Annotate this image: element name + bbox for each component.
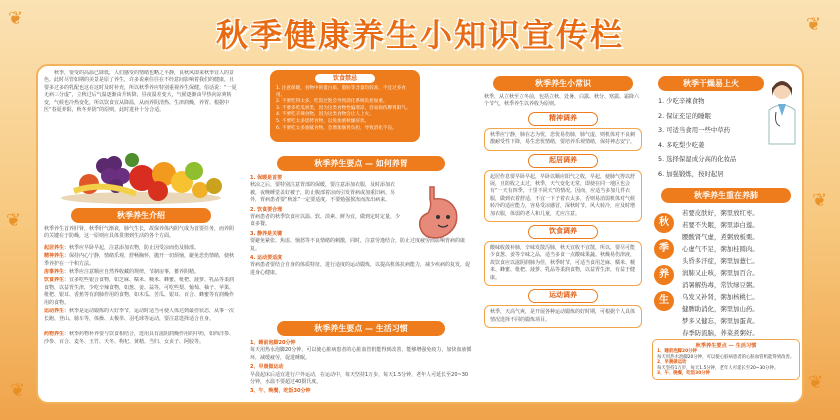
diet-row: 4. 不要吃辛辣食物，因为这类食物会让人上火。 bbox=[276, 112, 374, 118]
maple-leaf-icon: ❦ bbox=[812, 190, 828, 211]
content-board bbox=[36, 64, 804, 404]
list-item: 起居养生：秋季应早卧早起，注意添加衣物，防止因受凉而伤及肺部。 bbox=[44, 244, 200, 251]
dry-fire-header: 秋季干燥易上火 bbox=[658, 76, 764, 91]
diet-row: 1. 注意保暖，食物中的蛋白质、脂肪等含量均较高，不宜过多食用。 bbox=[276, 86, 406, 98]
list-item: 2. 饮食要合理 胃病患者的秋季饮食应以温、软、淡素、鲜为宜，做到定时定量，少食多餐。 bbox=[250, 206, 401, 228]
list-item: 2、早晨做运动 早晨起床后适宜进行户外运动，在运动中，每天坚持1万步，每天1.5分钟，老年人可延长至20~30分钟，水温不要超过40摄氏度。 bbox=[250, 364, 469, 386]
vertical-label bbox=[654, 213, 676, 311]
list-item: 1. 保暖是首要 秋凉之后，要特别注意胃部的保暖，要注意添加衣服，及时添加衣被，夜晚睡觉盖好被子，防止腹部着凉而引发胃病或加重旧病。另外，胃病患者要“秋冻”一定要适度，不要勉强挨冻而冻出病来。 bbox=[250, 175, 396, 204]
poem-line: 梦多又健忘，粥里加蛋黄。 bbox=[682, 317, 759, 325]
list-item: 2. 保证充足的睡眠 bbox=[658, 111, 711, 120]
common-sense-intro: 秋季，从立秋至立冬前，包括立秋、处暑、白露、秋分、寒露、霜降六个节气，秋季养生以养收为原则。 bbox=[484, 94, 640, 108]
poem-line: 乌发又补肾，粥加核桃仁。 bbox=[682, 293, 759, 301]
list-item: 1. 少吃辛辣食物 bbox=[658, 97, 705, 105]
list-item: 3. 静养是关键 要避免紧张、焦虑、恼怒等不良情绪的刺激，同时，注意劳逸结合，防止过度疲劳而影响胃病的康复。 bbox=[250, 230, 466, 252]
intro-body: 秋季养生首养肝肾，秋季肝气渐衰，肺气生长，故保养体内阴气成为首要任务，而养阴的关键在于防燥，这一原则应具体贯彻到生活的各个方面。 bbox=[44, 226, 235, 240]
poem-line: 健脾助消化，粥里加山药。 bbox=[682, 305, 759, 313]
doctor-icon bbox=[764, 76, 800, 146]
list-item: 6. 加强锻炼，按时起居 bbox=[658, 169, 724, 178]
poem-line: 若要不失眠，粥里添白莲。 bbox=[682, 221, 759, 229]
stomach-points bbox=[250, 175, 472, 293]
diet-taboo-box bbox=[270, 70, 420, 142]
diet-row: 2. 不要吃得太多，吃饭过饱会导致消化系统负担加重。 bbox=[276, 99, 388, 105]
poem bbox=[682, 207, 800, 339]
maple-leaf-icon: ❦ bbox=[8, 8, 24, 29]
maple-leaf-icon: ❦ bbox=[10, 380, 26, 401]
list-item: 4. 运动要适度 胃病患者要结合自身的体质特征，进行适度的运动锻炼，以提高机体抗病能力，减少疾病的复发，促进身心健康。 bbox=[250, 255, 471, 276]
list-item: 房事养生：秋季应注意顺应自然界收藏的规律，节制房事，蓄养阴精。 bbox=[44, 269, 200, 276]
box-exercise: 秋季，天高气爽，是开展各种运动锻炼的好时期，可根据个人具体情况选择不同的锻炼项目。 bbox=[484, 305, 642, 328]
fruit-basket-icon bbox=[44, 136, 238, 206]
mini-item: 每天用热水泡脚20分钟，可以使心脏病患者的心脏血管机能得到改善。 bbox=[657, 354, 795, 360]
column-lung bbox=[652, 70, 800, 380]
box-daily: 起居作息要早卧早起，早卧以顺应阳气之收，早起，使肺气得以舒展，且防收之太过，秋季，天气变化无常，即使在同一地区也会有“一天有四季，十里不同天”的情况。因而，应适当多加几件衣服，做到衣着舒适，不宜一下子着衣太多，否则易消弱机体对气候转冷的适应能力，容易受凉感冒，深秋时节，风大转冷，应及时增加衣服，体弱的老人和儿童，尤应注意。 bbox=[484, 170, 642, 222]
poem-line: 润肺又止咳，粥里加百合。 bbox=[682, 269, 759, 277]
list-item: 4. 多吃梨少吃姜 bbox=[658, 140, 705, 149]
habits-header: 秋季养生要点 — 生活习惯 bbox=[277, 321, 445, 336]
box-diet: 酸味收敛补肺，辛味发散泻肺，秋天宜收不宜散，所以，要尽可能少食葱、姜等辛味之品，适当多食一点酸味果蔬。秋燥易伤津液，故饮食应以滋阴润肺为佳，秋季时节，可适当食用芝麻、糯米、粳米、蜂蜜、枇杷、菠萝、乳品等柔润食物，以益胃生津，有益于健康。 bbox=[484, 241, 642, 286]
page-title: 秋季健康养生小知识宣传栏 bbox=[215, 16, 624, 54]
column-stomach bbox=[250, 70, 472, 396]
dry-fire-section bbox=[652, 94, 800, 184]
column-common-sense bbox=[484, 70, 642, 328]
list-item: 3. 可适当食用一些中草药 bbox=[658, 126, 731, 134]
list-item: 1、睡前泡脚20分钟 每天用热水泡脚20分钟，可以使心脏病患者的心脏血管机能得到改善，能够增强免疫力，加快血液循环，减缓疲劳，促进睡眠。 bbox=[250, 340, 472, 361]
vertical-char: 养 bbox=[654, 265, 674, 285]
stomach-header: 秋季养生要点 — 如何养胃 bbox=[277, 156, 445, 171]
box-title-spirit: 精神调养 bbox=[528, 112, 598, 126]
intro-paragraph: 秋季，要受的高温已降低，人们感受的情绪也略之平静，良秋风即来秋季宜人的景色。此时尽管如期的美景是原了养生，许多说素住往在不经意间影响着我们的健康，且要多过多的乳配也这在这时及时补充，所以秋季养应特别重视养生保健。俗话说：“一夏无病三分虚”，立秋过后气温逐渐由升转降，昼夜温差变大，气候逐渐由早热向凉爽转变，气候也冷热变化，所以饮食宜从降温，从而养阴清热、生津润燥，养胃。根据中医“春夏养阳，秋冬养阴”的原则，此时进补十分合适。 bbox=[44, 70, 237, 114]
poem-line: 腰酸肾气虚，煮粥放板栗。 bbox=[682, 233, 759, 241]
vertical-char: 季 bbox=[654, 239, 674, 259]
mini-item: 1、睡前泡脚20分钟 bbox=[657, 349, 697, 354]
mini-habits-header: 秋季养生要点 — 生活习惯 bbox=[695, 343, 757, 349]
mini-item: 2、早晨做运动 bbox=[657, 360, 687, 366]
poem-line: 心虚气不足，粥加桂圆肉。 bbox=[682, 245, 759, 253]
intro-item-list bbox=[44, 245, 238, 354]
stomach-icon bbox=[410, 183, 466, 243]
box-title-exercise: 运动调养 bbox=[528, 289, 598, 303]
poem-line: 若要皮肤好，粥里放红枣。 bbox=[682, 209, 759, 217]
maple-leaf-icon: ❦ bbox=[806, 14, 822, 35]
vertical-char: 秋 bbox=[654, 213, 674, 233]
vertical-char: 生 bbox=[654, 291, 674, 311]
mini-item: 3、午、晚餐，吃饭30分钟 bbox=[657, 371, 711, 377]
box-spirit: 秋季应宁静，肺在志为忧，悲忧易伤肺，肺气虚，则机体对不良刺激耐受性下降，易生悲忧情绪，要培养乐观情绪，保持神志安宁。 bbox=[484, 128, 642, 151]
lung-section bbox=[652, 207, 800, 337]
poem-line: 头昏多汗症，粥里加薏仁。 bbox=[682, 257, 759, 265]
list-item: 饮食养生：宜多吃些银合食物，如芝麻、糯米、粳米、蜂蜜、枇杷、菠萝、乳品等柔润食物，以益胃生津，少吃辛辣食物，如葱、姜、蒜等，可吃些梨、葡萄、柚子、苹果、枇杷、银耳、香蕉等有润肺作用的食物，如木瓜、苦瓜、银耳、百合、蜂蜜等有润燥作用的食物。 bbox=[44, 277, 235, 306]
lung-header: 秋季养生重在养肺 bbox=[661, 188, 791, 203]
poem-line: 春季防流脑，荞菜煮粥好。 bbox=[682, 329, 759, 337]
mini-item: 每天坚持1万步，每天1.5分钟，老年人可延长至20~30分钟。 bbox=[657, 365, 779, 371]
diet-row: 6. 不要吃太多油腻食物，会增加肠胃负担，导致消化不良。 bbox=[276, 125, 397, 131]
diet-row: 5. 不要吃太多烧烤食物，以免加重秋燥症状。 bbox=[276, 118, 370, 124]
common-sense-header: 秋季养生小常识 bbox=[493, 76, 633, 91]
diet-row: 3. 不要多吃瓜果类，因为这类食物性偏寒凉，容易损伤脾胃阳气。 bbox=[276, 105, 411, 111]
list-item: 5. 选择保湿成分高的化妆品 bbox=[658, 155, 737, 163]
maple-leaf-icon: ❦ bbox=[6, 210, 22, 231]
intro-header: 秋季养生介绍 bbox=[71, 208, 211, 223]
list-item: 药物养生：秋季药物补养要与饮食相结合，选用具有滋阴润燥作用的中药，如西洋参、沙参、百合、麦冬、玉竹、天冬、枸杞、黄精、当归、女贞子、阿胶等。 bbox=[44, 331, 235, 345]
list-item: 3、午、晚餐，吃饭30分钟 bbox=[250, 388, 311, 395]
habits-list bbox=[250, 340, 472, 396]
list-item: 精神养生：保持内心宁静，情绪乐观，舒畅胸怀，抛开一切烦恼，避免悲伤情绪，使秋季养护在一个积方法。 bbox=[44, 253, 235, 267]
poem-line: 消暑解热毒，常饮绿豆粥。 bbox=[682, 281, 759, 289]
box-title-diet: 饮食调养 bbox=[528, 225, 598, 239]
diet-taboo-header: 饮食禁忌 bbox=[315, 74, 375, 83]
tips-list bbox=[658, 94, 762, 181]
fruit-illustration bbox=[44, 136, 238, 206]
list-item: 运动养生：秋季是运动锻炼的大好季节，运动时适当可使人体达到最佳状态，从事一次长跑、登山、骑车等，体操、太极拳、羽毛球等运动，要注意选择适合自身。 bbox=[44, 308, 235, 322]
mini-habits-box bbox=[652, 339, 800, 380]
column-intro bbox=[44, 70, 238, 353]
box-title-daily: 起居调养 bbox=[528, 154, 598, 168]
maple-leaf-icon: ❦ bbox=[808, 372, 824, 393]
